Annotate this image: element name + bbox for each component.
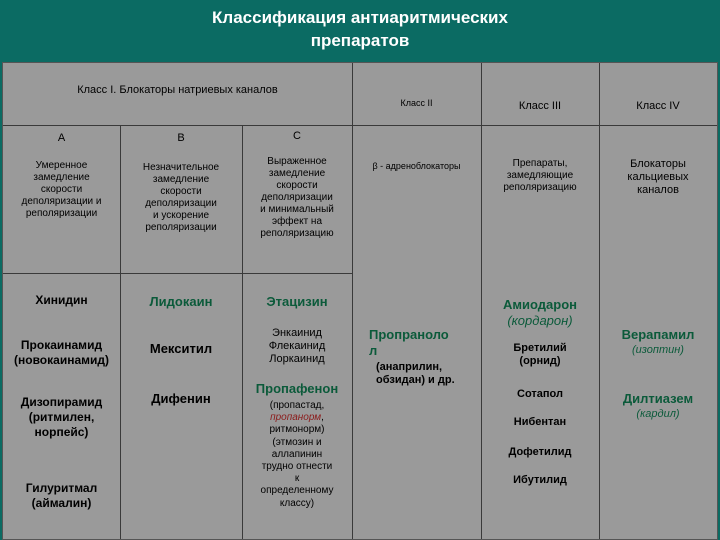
drug-diltiazem: Дилтиазем — [622, 391, 694, 406]
drug-verapamil: Верапамил — [621, 327, 695, 342]
subclass-b-description: Незначительное замедление скорости деполяризации и ускорение реполяризации — [142, 162, 220, 233]
drug-encainide-group: Энкаинид Флекаинид Лоркаинид — [268, 327, 326, 365]
divider — [352, 63, 353, 539]
drug-lidocaine: Лидокаин — [149, 294, 213, 309]
subclass-b-header: B — [177, 132, 185, 144]
drug-propafenone-note: (пропастад, пропанорм, ритмонорм) (этмозин и аллапинин трудно отнести к определенному классу) — [260, 400, 334, 509]
drug-propranolol-note: (анаприлин, обзидан) и др. — [376, 361, 455, 386]
drug-mexiletine: Мекситил — [149, 341, 213, 356]
drug-dofetilide: Дофетилид — [508, 446, 572, 458]
drug-sotalol: Сотапол — [517, 388, 563, 400]
subclass-a-header: A — [57, 132, 66, 144]
drug-ibutilide: Ибутилид — [513, 474, 567, 486]
drug-quinidine: Хинидин — [35, 293, 88, 307]
drug-disopyramide: Дизопирамид (ритмилен, норпейс) — [20, 395, 103, 439]
page-title — [0, 6, 720, 52]
drug-bretylium: Бретилий (орнид) — [513, 342, 567, 367]
classification-table — [2, 62, 718, 540]
drug-propafenone: Пропафенон — [255, 381, 339, 396]
class-2-description: β - адреноблокаторы — [372, 161, 461, 171]
title-line-2: препаратов — [310, 31, 410, 50]
drug-propranolol: Пропраноло л — [369, 327, 449, 358]
class-4-header: Класс IV — [636, 100, 680, 112]
divider — [599, 63, 600, 539]
subclass-c-header: C — [293, 130, 301, 142]
drug-amiodarone: Амиодарон (кордарон) — [503, 297, 577, 328]
class-3-description: Препараты, замедляющие реполяризацию — [503, 158, 577, 193]
subclass-c-description: Выраженное замедление скорости деполяризации и минимальный эффект на реполяризацию — [260, 156, 334, 239]
drug-phenytoin: Дифенин — [151, 391, 211, 406]
class-2-header: Класс II — [400, 98, 433, 108]
divider — [3, 273, 352, 274]
subclass-a-description: Умеренное замедление скорости деполяризации и реполяризации — [21, 160, 102, 219]
drug-etacizin: Этацизин — [266, 294, 328, 309]
divider — [3, 125, 717, 126]
drug-giluritmal: Гилуритмал (аймалин) — [25, 481, 98, 510]
drug-diltiazem-note: (кардил) — [636, 408, 680, 420]
class-1-header: Класс I. Блокаторы натриевых каналов — [77, 84, 278, 96]
class-3-header: Класс III — [518, 100, 562, 112]
drug-verapamil-note: (изоптин) — [632, 344, 684, 356]
title-line-1: Классификация антиаритмических — [212, 8, 508, 27]
class-4-description: Блокаторы кальциевых каналов — [627, 158, 689, 196]
drug-nibentan: Нибентан — [513, 416, 567, 428]
drug-procainamide: Прокаинамид (новокаинамид) — [14, 338, 109, 367]
